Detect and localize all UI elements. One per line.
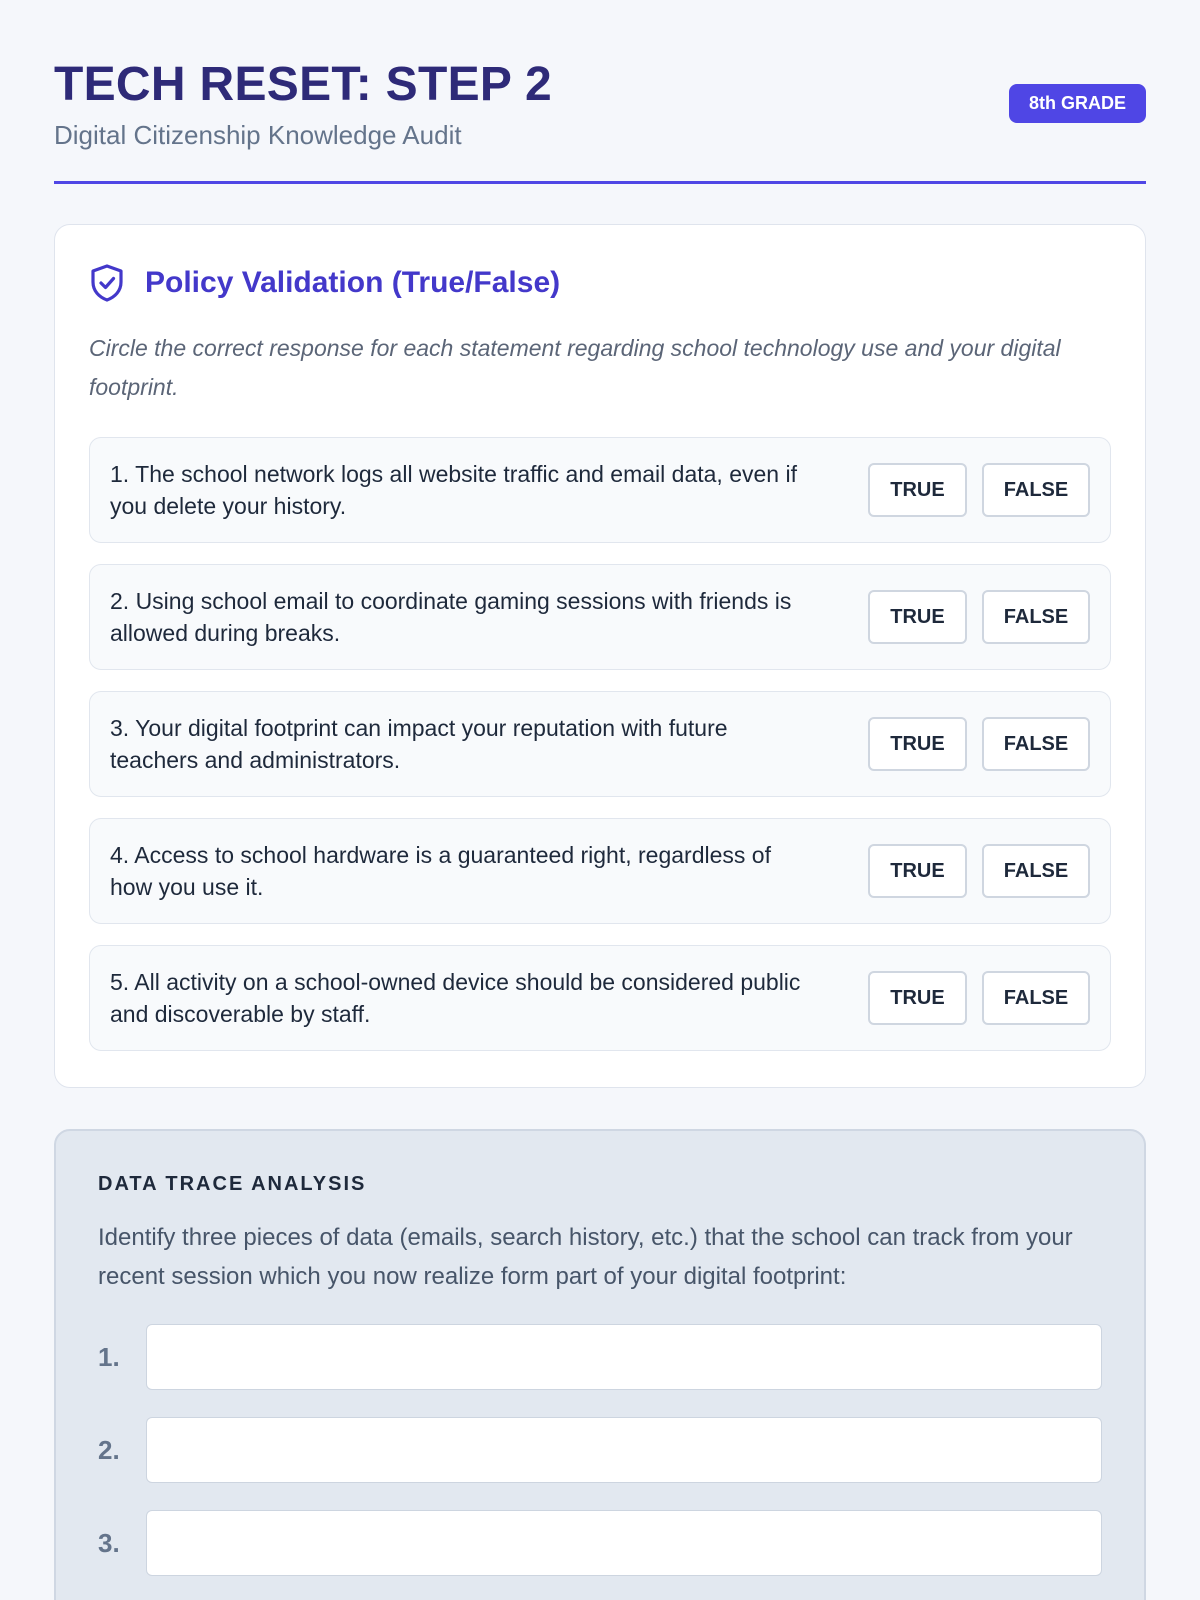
answer-options (868, 463, 1090, 517)
trace-answer-number: 2. (98, 1434, 120, 1465)
policy-card-header (89, 261, 1111, 305)
page-subtitle: Digital Citizenship Knowledge Audit (54, 120, 462, 150)
trace-answer-row (98, 1324, 1102, 1390)
trace-answer-input[interactable] (146, 1417, 1102, 1483)
answer-options (868, 844, 1090, 898)
page-title: TECH RESET: STEP 2 (54, 58, 552, 111)
false-button[interactable]: FALSE (982, 590, 1090, 644)
trace-answer-input[interactable] (146, 1510, 1102, 1576)
answer-options (868, 971, 1090, 1025)
question-row (89, 437, 1111, 543)
true-button[interactable]: TRUE (868, 971, 967, 1025)
false-button[interactable]: FALSE (982, 844, 1090, 898)
true-button[interactable]: TRUE (868, 590, 967, 644)
trace-answer-row (98, 1510, 1102, 1576)
question-row (89, 691, 1111, 797)
trace-answer-number: 3. (98, 1527, 120, 1558)
true-button[interactable]: TRUE (868, 844, 967, 898)
true-button[interactable]: TRUE (868, 463, 967, 517)
grade-badge: 8th GRADE (1009, 84, 1146, 123)
answer-options (868, 590, 1090, 644)
shield-check-icon (89, 263, 125, 303)
trace-description: Identify three pieces of data (emails, search history, etc.) that the school can track from your recent session which you now realize form part of your digital footprint: (98, 1224, 1073, 1290)
trace-title: DATA TRACE ANALYSIS (98, 1173, 367, 1195)
trace-answer-number: 1. (98, 1341, 120, 1372)
false-button[interactable]: FALSE (982, 463, 1090, 517)
question-row (89, 564, 1111, 670)
data-trace-card (54, 1129, 1146, 1600)
question-text: 1. The school network logs all website traffic and email data, even if you delete your history. (110, 461, 797, 519)
policy-validation-card (54, 224, 1146, 1088)
true-button[interactable]: TRUE (868, 717, 967, 771)
trace-answer-list (98, 1324, 1102, 1576)
page-header (54, 0, 1146, 184)
question-row (89, 818, 1111, 924)
trace-answer-input[interactable] (146, 1324, 1102, 1390)
question-row (89, 945, 1111, 1051)
question-text: 5. All activity on a school-owned device should be considered public and discoverable by staff. (110, 969, 801, 1027)
question-text: 4. Access to school hardware is a guaranteed right, regardless of how you use it. (110, 842, 771, 900)
question-text: 2. Using school email to coordinate gaming sessions with friends is allowed during breaks. (110, 588, 792, 646)
trace-answer-row (98, 1417, 1102, 1483)
policy-instructions: Circle the correct response for each statement regarding school technology use and your digital footprint. (89, 335, 1061, 400)
policy-card-title: Policy Validation (True/False) (145, 266, 561, 299)
question-text: 3. Your digital footprint can impact your reputation with future teachers and administrators. (110, 715, 728, 773)
answer-options (868, 717, 1090, 771)
false-button[interactable]: FALSE (982, 717, 1090, 771)
question-list (89, 437, 1111, 1051)
false-button[interactable]: FALSE (982, 971, 1090, 1025)
